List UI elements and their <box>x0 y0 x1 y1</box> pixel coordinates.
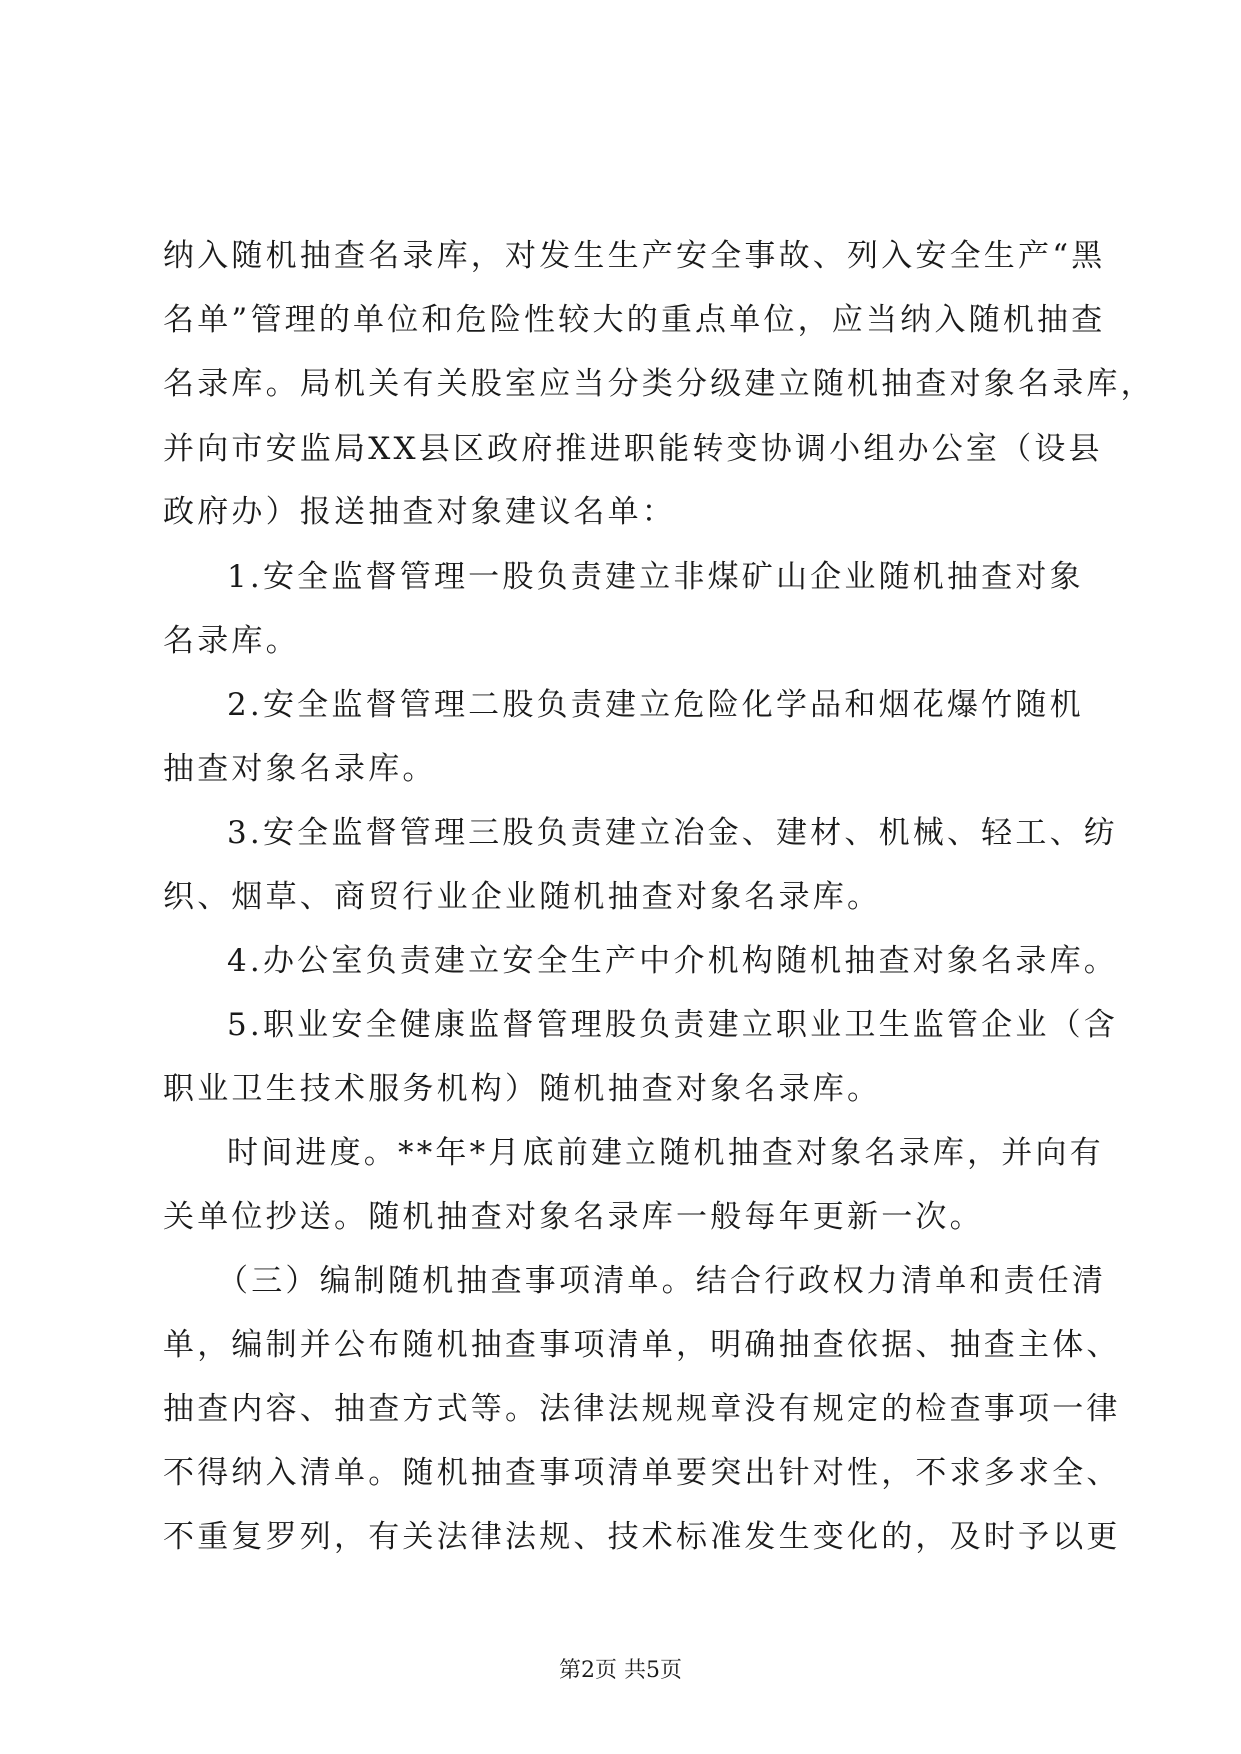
text-line: 名单”管理的单位和危险性较大的重点单位，应当纳入随机抽查 <box>163 302 1106 338</box>
text-line: 名录库。局机关有关股室应当分类分级建立随机抽查对象名录库， <box>163 366 1155 402</box>
text-line: 名录库。 <box>163 623 300 659</box>
text-line: 关单位抄送。随机抽查对象名录库一般每年更新一次。 <box>163 1199 984 1235</box>
page-number-footer: 第2页 共5页 <box>559 1658 682 1683</box>
text-line-item-4: 4.办公室负责建立安全生产中介机构随机抽查对象名录库。 <box>227 943 1118 979</box>
text-line: 抽查内容、抽查方式等。法律法规规章没有规定的检查事项一律 <box>163 1391 1121 1427</box>
text-line: 不重复罗列，有关法律法规、技术标准发生变化的，及时予以更 <box>163 1519 1121 1555</box>
text-line: 织、烟草、商贸行业企业随机抽查对象名录库。 <box>163 879 882 915</box>
text-line-item-2: 2.安全监督管理二股负责建立危险化学品和烟花爆竹随机 <box>227 687 1084 723</box>
text-line-item-5: 5.职业安全健康监督管理股负责建立职业卫生监管企业（含 <box>227 1007 1118 1043</box>
text-line: 职业卫生技术服务机构）随机抽查对象名录库。 <box>163 1071 882 1107</box>
text-line: 不得纳入清单。随机抽查事项清单要突出针对性，不求多求全、 <box>163 1455 1121 1491</box>
text-line-item-3: 3.安全监督管理三股负责建立冶金、建材、机械、轻工、纺 <box>227 815 1118 851</box>
text-line: 并向市安监局XX县区政府推进职能转变协调小组办公室（设县 <box>163 431 1103 467</box>
text-line: 纳入随机抽查名录库，对发生生产安全事故、列入安全生产“黑 <box>163 238 1106 274</box>
text-line-item-1: 1.安全监督管理一股负责建立非煤矿山企业随机抽查对象 <box>227 559 1084 595</box>
text-line: 单，编制并公布随机抽查事项清单，明确抽查依据、抽查主体、 <box>163 1327 1121 1363</box>
text-line-schedule: 时间进度。**年*月底前建立随机抽查对象名录库，并向有 <box>227 1135 1104 1171</box>
text-line: 抽查对象名录库。 <box>163 751 437 787</box>
text-line-section-3: （三）编制随机抽查事项清单。结合行政权力清单和责任清 <box>217 1263 1107 1299</box>
text-line: 政府办）报送抽查对象建议名单： <box>163 494 676 530</box>
